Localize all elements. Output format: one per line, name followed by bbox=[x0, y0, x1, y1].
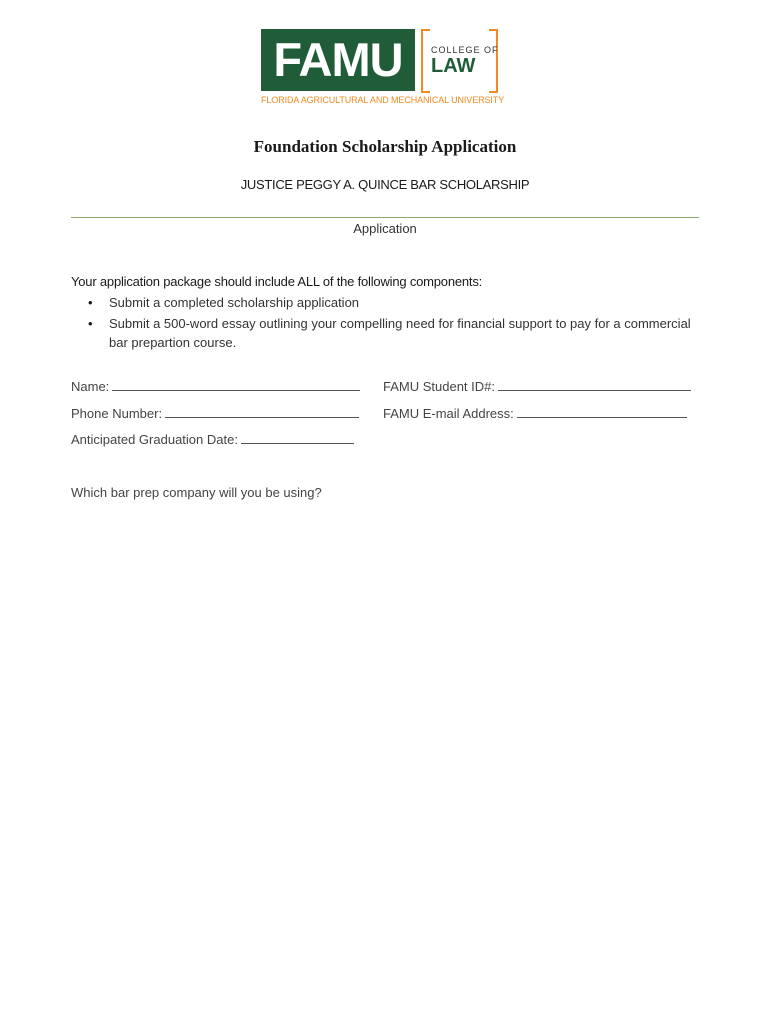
email-label: FAMU E-mail Address: bbox=[383, 406, 514, 421]
phone-input-line[interactable] bbox=[165, 405, 359, 418]
graduation-date-field bbox=[71, 431, 354, 447]
student-id-field bbox=[383, 378, 691, 394]
student-id-label: FAMU Student ID#: bbox=[383, 379, 495, 394]
list-item bbox=[71, 293, 691, 313]
logo-college-text: COLLEGE OF bbox=[431, 45, 499, 55]
bar-prep-question: Which bar prep company will you be using? bbox=[71, 485, 322, 500]
scholarship-name: JUSTICE PEGGY A. QUINCE BAR SCHOLARSHIP bbox=[240, 177, 530, 192]
component-text: Submit a 500-word essay outlining your compelling need for financial support to pay for a commercial bar prepartion course. bbox=[109, 315, 691, 350]
bullet-icon: • bbox=[88, 315, 93, 331]
phone-field bbox=[71, 405, 359, 421]
component-text: Submit a completed scholarship application bbox=[109, 295, 360, 310]
name-label: Name: bbox=[71, 379, 110, 394]
section-divider bbox=[71, 217, 699, 218]
bullet-icon: • bbox=[88, 295, 93, 310]
phone-label: Phone Number: bbox=[71, 406, 163, 421]
name-field bbox=[71, 378, 360, 394]
graduation-date-label: Anticipated Graduation Date: bbox=[71, 432, 238, 447]
document-title: Foundation Scholarship Application bbox=[253, 137, 517, 156]
logo-bracket-right bbox=[489, 29, 498, 93]
logo-bracket-left bbox=[421, 29, 430, 93]
student-id-input-line[interactable] bbox=[498, 378, 691, 391]
graduation-date-input-line[interactable] bbox=[241, 431, 354, 444]
email-field bbox=[383, 405, 687, 421]
famu-law-logo bbox=[261, 28, 503, 108]
name-input-line[interactable] bbox=[112, 378, 360, 391]
section-heading: Application bbox=[353, 221, 417, 236]
logo-wordmark: FAMU bbox=[261, 29, 415, 91]
list-item bbox=[71, 314, 691, 353]
components-list bbox=[71, 293, 691, 354]
email-input-line[interactable] bbox=[517, 405, 687, 418]
logo-university-name: FLORIDA AGRICULTURAL AND MECHANICAL UNIVERSITY bbox=[261, 95, 505, 105]
logo-law-text: LAW bbox=[431, 55, 476, 77]
components-heading: Your application package should include ALL of the following components: bbox=[71, 274, 483, 289]
